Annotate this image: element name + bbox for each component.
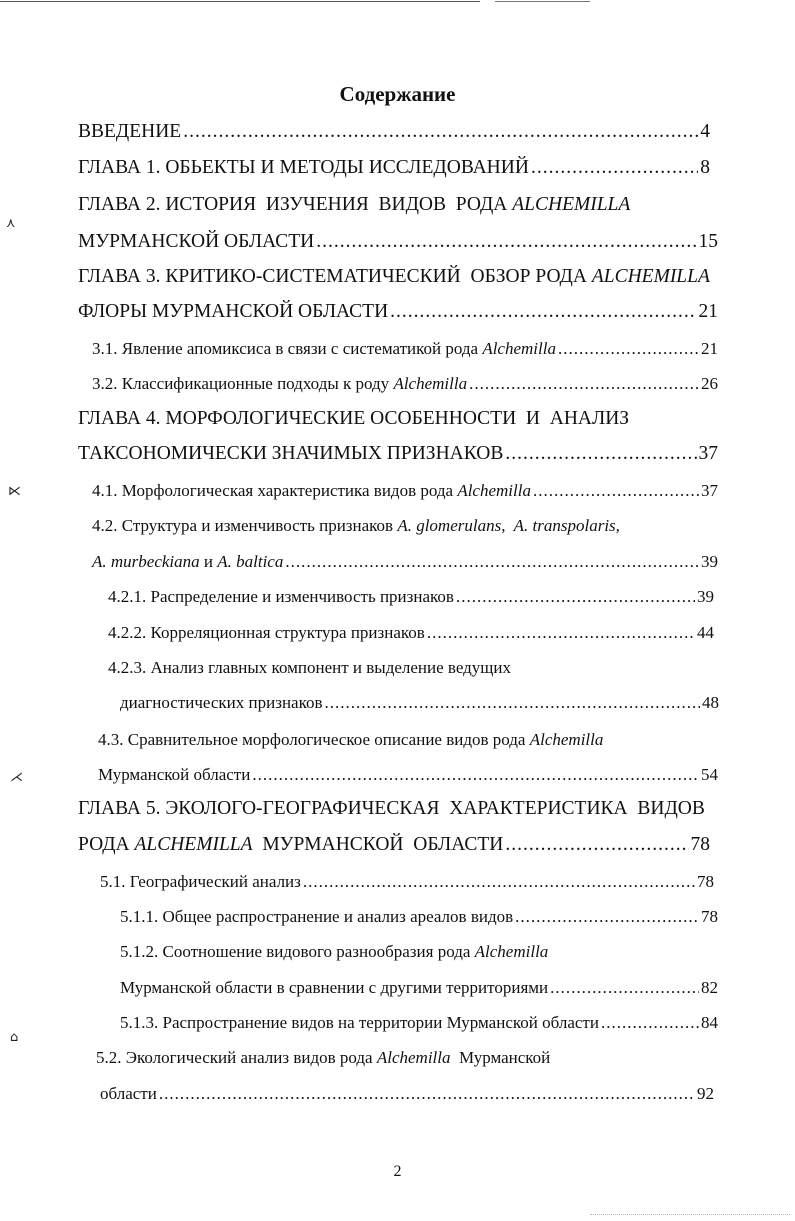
toc-entry-chapter-3-cont[interactable]	[78, 298, 718, 326]
dot-leader	[316, 228, 696, 256]
dot-leader	[390, 298, 696, 326]
entry-text: 5.1.1. Общее распространение и анализ ареалов видов	[120, 907, 514, 926]
entry-italic-text-b: A. baltica	[217, 552, 284, 571]
entry-page: 37	[698, 443, 718, 464]
toc-entry-chapter-2-cont[interactable]	[78, 228, 718, 256]
toc-entry-4-2[interactable]	[92, 512, 718, 540]
entry-text: Мурманской области	[98, 765, 251, 784]
entry-page: 4	[700, 121, 710, 142]
toc-entry-chapter-1[interactable]	[78, 154, 710, 182]
entry-text: ФЛОРЫ МУРМАНСКОЙ ОБЛАСТИ	[78, 301, 389, 322]
dot-leader	[303, 868, 695, 896]
toc-entry-3-2[interactable]	[92, 370, 718, 398]
toc-entry-5-2[interactable]	[96, 1044, 718, 1072]
dot-leader	[456, 583, 695, 611]
toc-entry-4-3[interactable]	[98, 726, 718, 754]
entry-text: и	[199, 552, 218, 571]
entry-text: 5.1.3. Распространение видов на территории Мурманской области	[120, 1013, 599, 1032]
toc-entry-chapter-5[interactable]	[78, 795, 718, 823]
dot-leader	[325, 689, 700, 717]
dot-leader	[550, 974, 699, 1002]
dot-leader	[285, 548, 699, 576]
entry-italic-text: Alchemilla	[482, 339, 556, 358]
entry-text: 5.1. Географический анализ	[100, 872, 301, 891]
toc-entry-4-2-3-cont[interactable]	[120, 689, 719, 717]
entry-text: 4.1. Морфологическая характеристика видов рода	[92, 481, 458, 500]
entry-text: 5.1.2. Соотношение видового разнообразия рода	[120, 942, 475, 961]
entry-italic-text: Alchemilla	[393, 374, 468, 393]
entry-page: 8	[700, 157, 710, 178]
toc-entry-4-1[interactable]	[92, 477, 718, 505]
dot-leader	[505, 831, 688, 859]
entry-text: ГЛАВА 2. ИСТОРИЯ ИЗУЧЕНИЯ ВИДОВ РОДА	[78, 194, 513, 215]
entry-text: ТАКСОНОМИЧЕСКИ ЗНАЧИМЫХ ПРИЗНАКОВ	[78, 443, 504, 464]
toc-entry-3-1[interactable]	[92, 335, 718, 363]
entry-page: 21	[698, 301, 718, 322]
entry-page: 78	[690, 834, 710, 855]
entry-page: 15	[698, 231, 718, 252]
entry-page: 44	[697, 623, 714, 642]
dot-leader	[558, 335, 699, 363]
entry-page: 78	[701, 907, 718, 926]
entry-text: 4.2.2. Корреляционная структура признаков	[108, 623, 425, 642]
entry-page: 92	[697, 1084, 714, 1103]
margin-mark-icon: ⋉	[8, 484, 21, 499]
toc-entry-5-1-2[interactable]	[120, 938, 718, 966]
dot-leader	[183, 118, 698, 146]
scan-top-rule	[0, 1, 480, 2]
dot-leader	[531, 154, 698, 182]
margin-mark-icon: ⋌	[10, 770, 23, 785]
entry-page: 37	[701, 481, 718, 500]
dot-leader	[505, 440, 696, 468]
entry-text: 5.2. Экологический анализ видов рода	[96, 1048, 377, 1067]
entry-italic-text: Alchemilla	[529, 730, 604, 749]
dot-leader	[515, 903, 699, 931]
scan-bottom-edge	[590, 1214, 790, 1215]
entry-text: ГЛАВА 1. ОБЬЕКТЫ И МЕТОДЫ ИССЛЕДОВАНИЙ	[78, 157, 529, 178]
toc-entry-chapter-5-cont[interactable]	[78, 831, 710, 859]
entry-italic-text: Alchemilla	[376, 1048, 451, 1067]
entry-text: 3.2. Классификационные подходы к роду	[92, 374, 394, 393]
toc-entry-5-1-2-cont[interactable]	[120, 974, 718, 1002]
entry-text: диагностических признаков	[120, 693, 323, 712]
scan-top-rule-short	[495, 1, 590, 2]
toc-entry-chapter-2[interactable]	[78, 191, 718, 219]
entry-text: области	[100, 1084, 157, 1103]
toc-entry-chapter-3[interactable]	[78, 263, 718, 291]
toc-entry-chapter-4-cont[interactable]	[78, 440, 718, 468]
entry-page: 26	[701, 374, 718, 393]
toc-entry-4-3-cont[interactable]	[98, 761, 718, 789]
entry-text: 4.2.1. Распределение и изменчивость признаков	[108, 587, 454, 606]
entry-text: Мурманской области в сравнении с другими территориями	[120, 978, 549, 997]
entry-italic-text: ALCHEMILLA	[512, 194, 631, 215]
entry-text-b: Мурманской	[450, 1048, 551, 1067]
entry-page: 82	[701, 978, 718, 997]
entry-italic-text: ALCHEMILLA	[591, 266, 710, 287]
toc-entry-5-1[interactable]	[100, 868, 714, 896]
entry-text: 3.1. Явление апомиксиса в связи с систематикой рода	[92, 339, 483, 358]
toc-entry-4-2-1[interactable]	[108, 583, 714, 611]
toc-entry-4-2-2[interactable]	[108, 619, 714, 647]
entry-text: 4.2. Структура и изменчивость признаков	[92, 516, 398, 535]
page-number: 2	[393, 1163, 402, 1180]
margin-mark-icon: ⌂	[10, 1030, 19, 1045]
entry-page: 84	[701, 1013, 718, 1032]
dot-leader	[469, 370, 699, 398]
entry-page: 48	[702, 693, 719, 712]
entry-text: ГЛАВА 5. ЭКОЛОГО-ГЕОГРАФИЧЕСКАЯ ХАРАКТЕРИСТИКА ВИДОВ	[78, 798, 705, 819]
entry-text: ГЛАВА 3. КРИТИКО-СИСТЕМАТИЧЕСКИЙ ОБЗОР РОДА	[78, 266, 592, 287]
entry-text: 4.3. Сравнительное морфологическое описание видов рода	[98, 730, 530, 749]
dot-leader	[252, 761, 699, 789]
dot-leader	[601, 1009, 699, 1037]
toc-entry-introduction[interactable]	[78, 118, 710, 146]
page-title: Содержание	[339, 82, 456, 106]
toc-entry-5-1-1[interactable]	[120, 903, 718, 931]
toc-entry-5-1-3[interactable]	[120, 1009, 718, 1037]
toc-entry-4-2-3[interactable]	[108, 654, 714, 682]
entry-italic-text: A. glomerulans, A. transpolaris,	[397, 516, 620, 535]
dot-leader	[533, 477, 699, 505]
toc-entry-chapter-4[interactable]	[78, 405, 718, 433]
entry-text-b: МУРМАНСКОЙ ОБЛАСТИ	[252, 834, 504, 855]
dot-leader	[159, 1080, 695, 1108]
entry-italic-text: Alchemilla	[474, 942, 549, 961]
entry-italic-text: ALCHEMILLA	[134, 834, 253, 855]
margin-mark-icon: ⋏	[6, 216, 16, 231]
entry-page: 54	[701, 765, 718, 784]
toc-entry-5-2-cont[interactable]	[100, 1080, 714, 1108]
entry-page: 39	[697, 587, 714, 606]
dot-leader	[427, 619, 695, 647]
toc-entry-4-2-cont[interactable]	[92, 548, 718, 576]
entry-italic-text: A. murbeckiana	[92, 552, 200, 571]
entry-text: 4.2.3. Анализ главных компонент и выделение ведущих	[108, 658, 511, 677]
entry-text: РОДА	[78, 834, 135, 855]
entry-page: 78	[697, 872, 714, 891]
entry-text: ГЛАВА 4. МОРФОЛОГИЧЕСКИЕ ОСОБЕННОСТИ И АНАЛИЗ	[78, 408, 630, 429]
entry-text: МУРМАНСКОЙ ОБЛАСТИ	[78, 231, 315, 252]
entry-text: ВВЕДЕНИЕ	[78, 121, 182, 142]
entry-page: 21	[701, 339, 718, 358]
entry-italic-text: Alchemilla	[457, 481, 531, 500]
entry-page: 39	[701, 552, 718, 571]
